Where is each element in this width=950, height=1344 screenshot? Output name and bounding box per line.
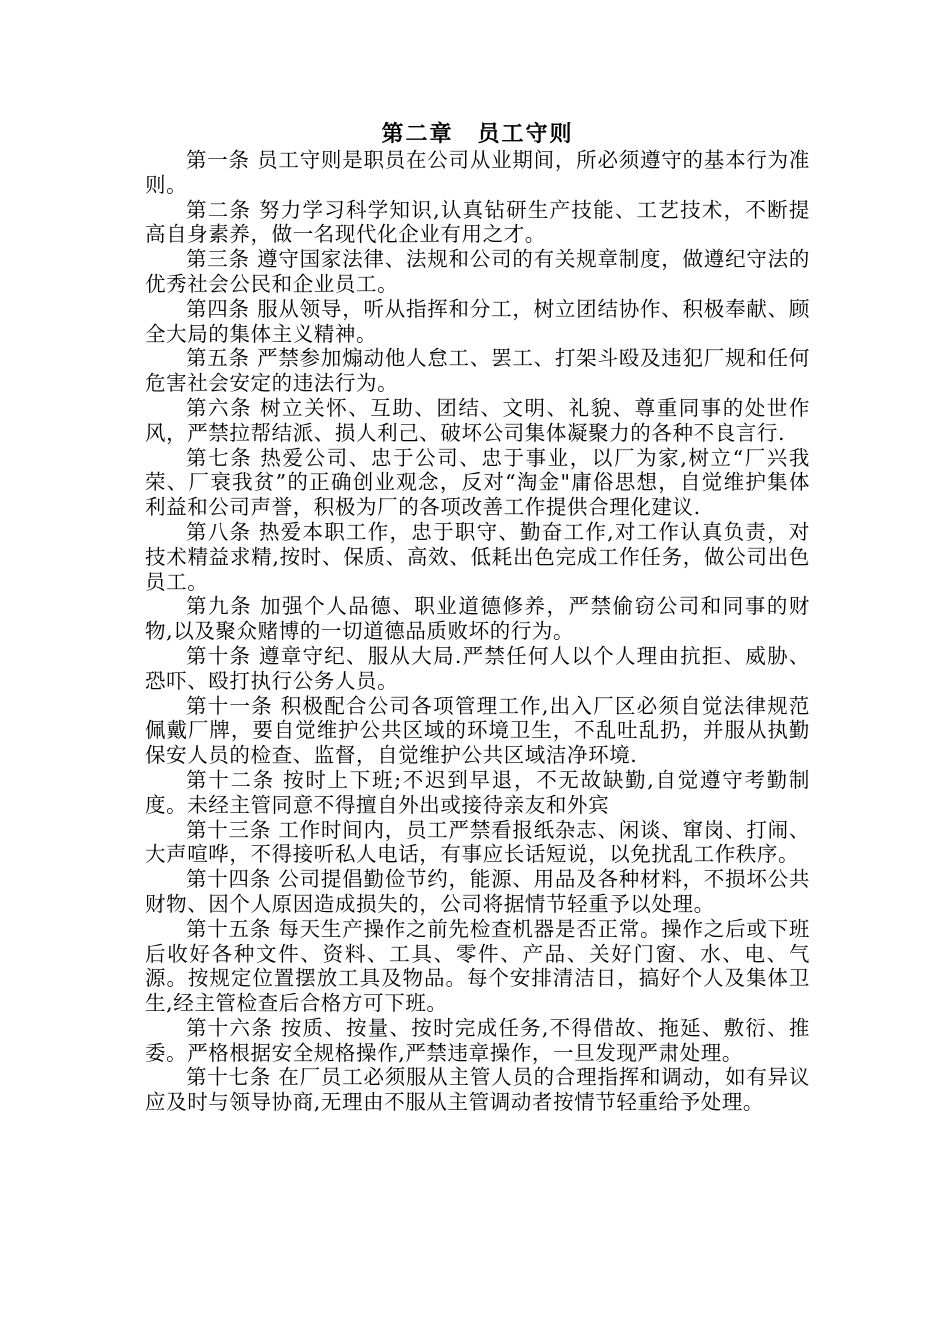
article-11: 第十一条 积极配合公司各项管理工作,出入厂区必须自觉法律规范佩戴厂牌，要自觉维护公共区域的环境卫生，不乱吐乱扔，并服从执勤保安人员的检查、监督，自觉维护公共区域洁净环境. xyxy=(145,693,810,768)
article-9: 第九条 加强个人品德、职业道德修养，严禁偷窃公司和同事的财物,以及聚众赌博的一切道德品质败坏的行为。 xyxy=(145,594,810,644)
article-8: 第八条 热爱本职工作，忠于职守、勤奋工作,对工作认真负责，对技术精益求精,按时、保质、高效、低耗出色完成工作任务，做公司出色员工。 xyxy=(145,519,810,594)
article-6: 第六条 树立关怀、互助、团结、文明、礼貌、尊重同事的处世作风，严禁拉帮结派、损人利己、破坏公司集体凝聚力的各种不良言行. xyxy=(145,395,810,445)
article-14: 第十四条 公司提倡勤俭节约，能源、用品及各种材料，不损坏公共财物、因个人原因造成损失的，公司将据情节轻重予以处理。 xyxy=(145,867,810,916)
article-4: 第四条 服从领导，听从指挥和分工，树立团结协作、积极奉献、顾全大局的集体主义精神。 xyxy=(145,296,810,346)
article-16: 第十六条 按质、按量、按时完成任务,不得借故、拖延、敷衍、推委。严格根据安全规格操作,严禁违章操作，一旦发现严肃处理。 xyxy=(145,1015,810,1065)
article-1: 第一条 员工守则是职员在公司从业期间，所必须遵守的基本行为准则。 xyxy=(145,148,810,197)
article-10: 第十条 遵章守纪、服从大局.严禁任何人以个人理由抗拒、威胁、恐吓、殴打执行公务人员。 xyxy=(145,643,810,693)
article-15: 第十五条 每天生产操作之前先检查机器是否正常。操作之后或下班后收好各种文件、资料、工具、零件、产品、关好门窗、水、电、气源。按规定位置摆放工具及物品。每个安排清洁日，搞好个人及集体卫生,经主管检查后合格方可下班。 xyxy=(145,916,810,1016)
document-page xyxy=(145,120,810,1115)
article-2: 第二条 努力学习科学知识,认真钻研生产技能、工艺技术，不断提高自身素养，做一名现代化企业有用之才。 xyxy=(145,197,810,247)
article-17: 第十七条 在厂员工必须服从主管人员的合理指挥和调动，如有异议应及时与领导协商,无理由不服从主管调动者按情节轻重给予处理。 xyxy=(145,1065,810,1115)
article-5: 第五条 严禁参加煽动他人怠工、罢工、打架斗殴及违犯厂规和任何危害社会安定的违法行为。 xyxy=(145,346,810,396)
article-7: 第七条 热爱公司、忠于公司、忠于事业，以厂为家,树立“厂兴我荣、厂衰我贫”的正确创业观念，反对“淘金"庸俗思想，自觉维护集体利益和公司声誉，积极为厂的各项改善工作提供合理化建议. xyxy=(145,445,810,520)
article-13: 第十三条 工作时间内，员工严禁看报纸杂志、闲谈、窜岗、打闹、大声喧哗，不得接听私人电话，有事应长话短说，以免扰乱工作秩序。 xyxy=(145,817,810,867)
article-3: 第三条 遵守国家法律、法规和公司的有关规章制度，做遵纪守法的优秀社会公民和企业员工。 xyxy=(145,247,810,296)
chapter-title: 第二章 员工守则 xyxy=(381,121,574,147)
article-12: 第十二条 按时上下班;不迟到早退，不无故缺勤,自觉遵守考勤制度。未经主管同意不得擅自外出或接待亲友和外宾 xyxy=(145,767,810,817)
